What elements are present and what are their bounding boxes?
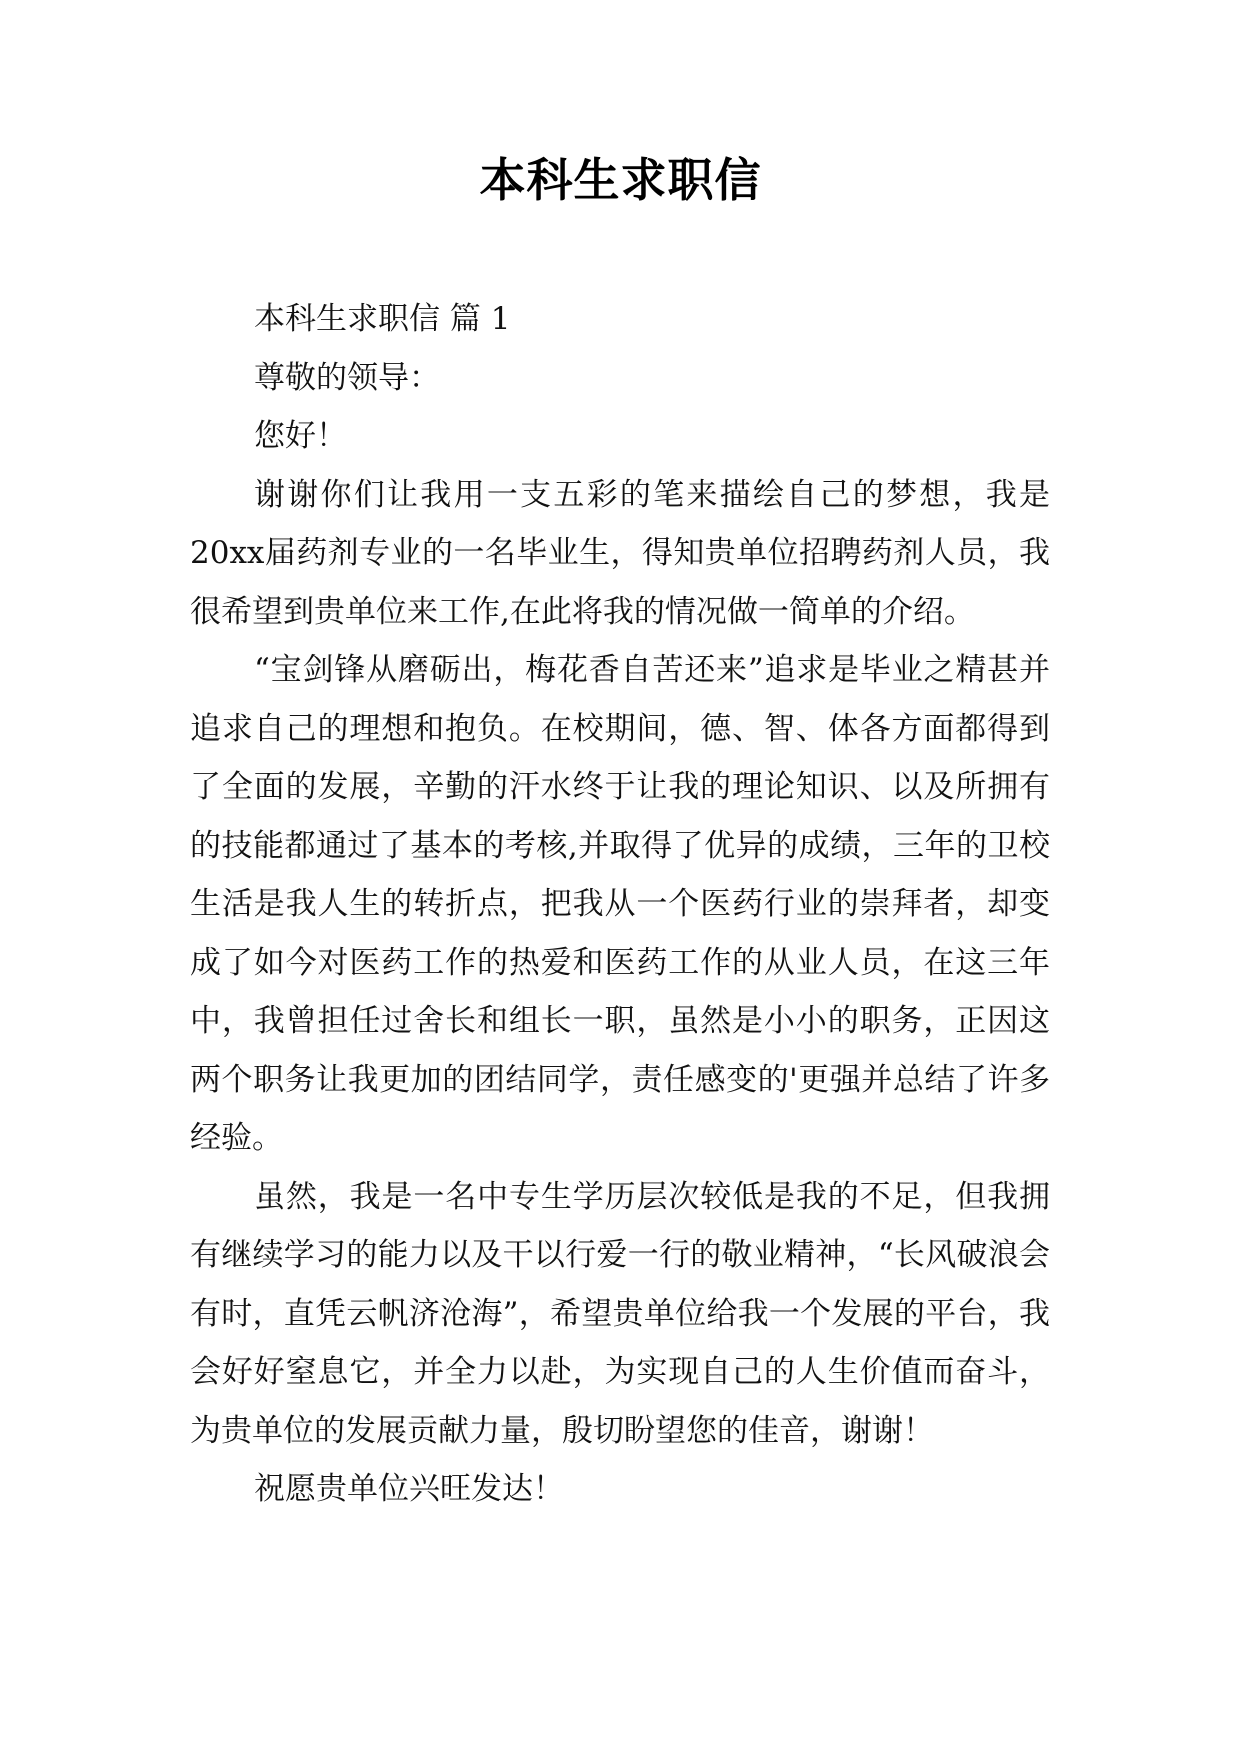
salutation: 尊敬的领导： <box>254 359 440 396</box>
document-title: 本科生求职信 <box>479 153 762 207</box>
body-paragraph: 谢谢你们让我用一支五彩的笔来描绘自己的梦想，我是20xx届药剂专业的一名毕业生，得知贵单位招聘药剂人员，我很希望到贵单位来工作,在此将我的情况做一简单的介绍。 <box>190 476 1050 630</box>
greeting: 您好！ <box>254 418 347 454</box>
body-paragraph: 虽然，我是一名中专生学历层次较低是我的不足，但我拥有继续学习的能力以及干以行爱一行的敬业精神，“长风破浪会有时，直凭云帆济沧海”，希望贵单位给我一个发展的平台，我会好好窒息它，并全力以赴，为实现自己的人生价值而奋斗，为贵单位的发展贡献力量，殷切盼望您的佳音，谢谢！ <box>190 1178 1050 1449</box>
section-heading: 本科生求职信 篇 1 <box>254 301 511 337</box>
document-body <box>190 290 1050 1519</box>
closing-wish: 祝愿贵单位兴旺发达！ <box>254 1471 564 1507</box>
body-paragraph: “宝剑锋从磨砺出，梅花香自苦还来”追求是毕业之精甚并追求自己的理想和抱负。在校期间，德、智、体各方面都得到了全面的发展，辛勤的汗水终于让我的理论知识、以及所拥有的技能都通过了基本的考核,并取得了优异的成绩，三年的卫校生活是我人生的转折点，把我从一个医药行业的崇拜者，却变成了如今对医药工作的热爱和医药工作的从业人员，在这三年中，我曾担任过舍长和组长一职，虽然是小小的职务，正因这两个职务让我更加的团结同学，责任感变的'更强并总结了许多经验。 <box>190 652 1050 1156</box>
